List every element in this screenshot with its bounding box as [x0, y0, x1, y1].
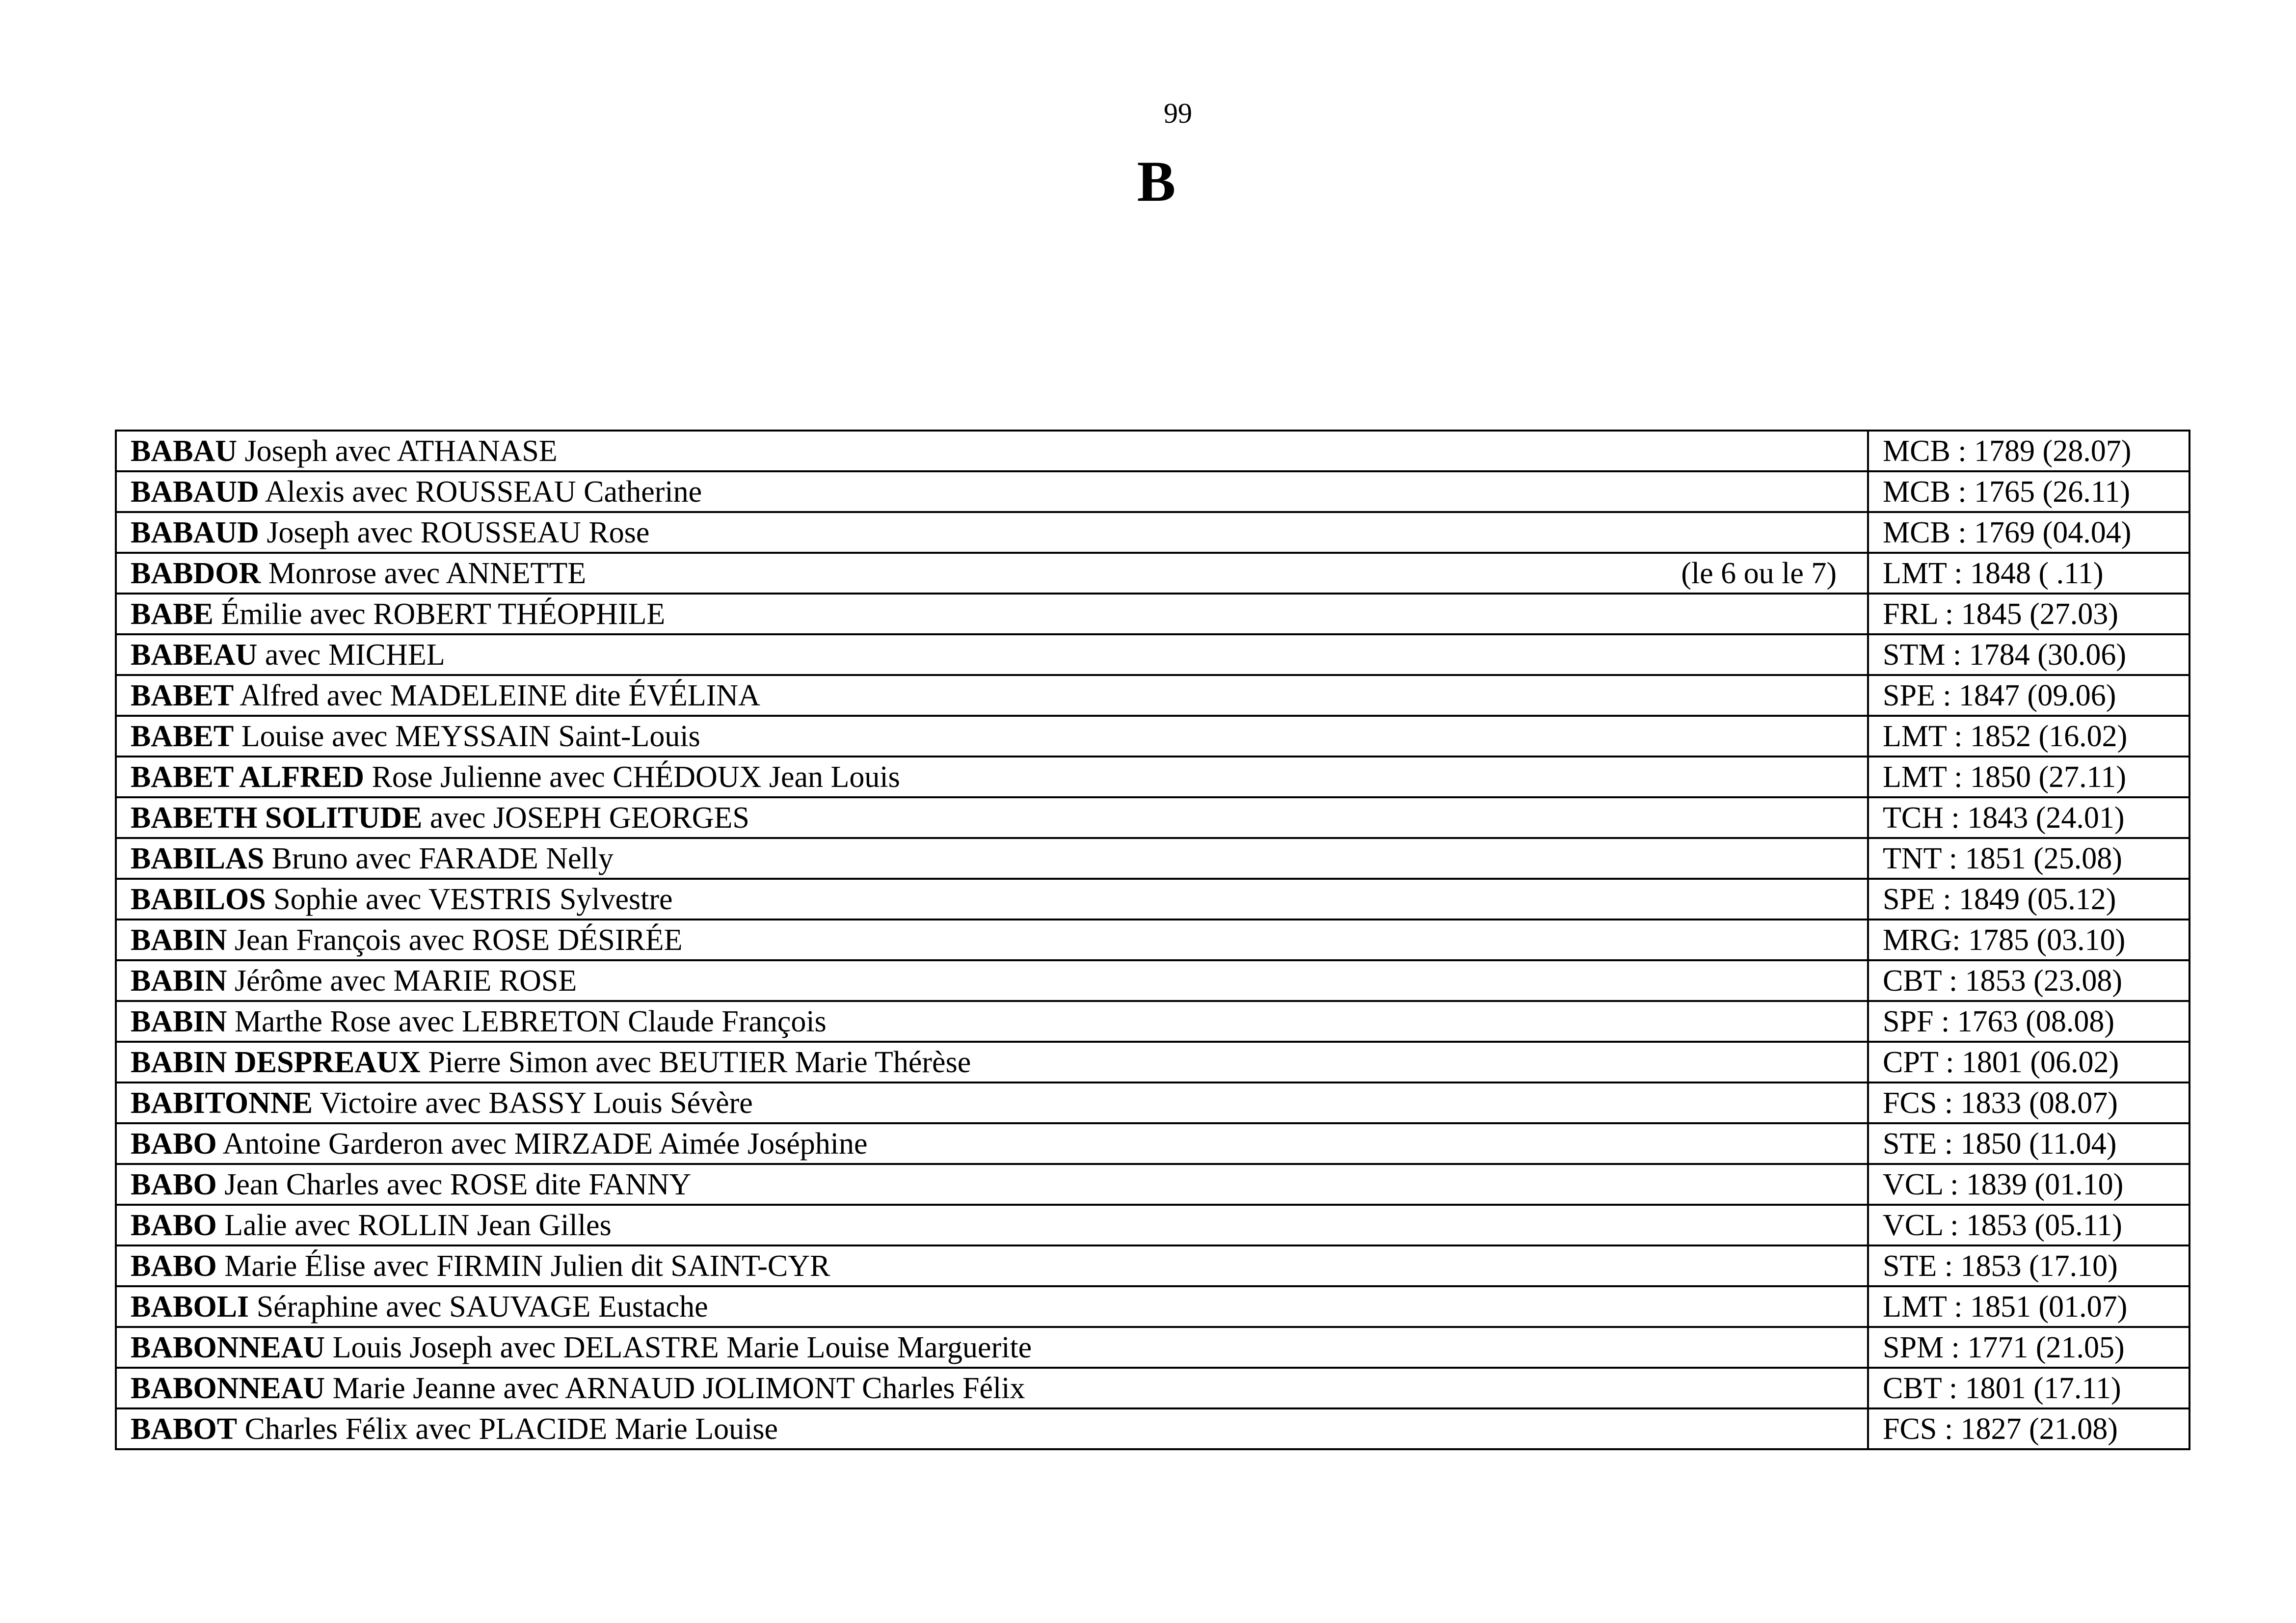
names-cell [116, 553, 1868, 594]
spouse-names: Séraphine avec SAUVAGE Eustache [249, 1290, 708, 1324]
table-row [116, 1408, 2189, 1449]
names-cell [116, 960, 1868, 1001]
parish-date-cell: FCS : 1827 (21.08) [1868, 1408, 2189, 1449]
surname: BABIN [131, 1004, 227, 1038]
surname: BABILOS [131, 882, 266, 916]
parish-date-cell: SPM : 1771 (21.05) [1868, 1327, 2189, 1368]
spouse-names: Rose Julienne avec CHÉDOUX Jean Louis [364, 760, 900, 794]
surname: BABIN [131, 923, 227, 957]
parish-date-cell: LMT : 1850 (27.11) [1868, 757, 2189, 797]
spouse-names: avec JOSEPH GEORGES [422, 801, 749, 835]
spouse-names: Jean François avec ROSE DÉSIRÉE [227, 923, 683, 957]
surname: BABO [131, 1249, 217, 1283]
parish-date-cell: LMT : 1848 ( .11) [1868, 553, 2189, 594]
table-row [116, 471, 2189, 512]
surname: BABET ALFRED [131, 760, 365, 794]
parish-date-cell: FCS : 1833 (08.07) [1868, 1082, 2189, 1123]
names-cell [116, 1205, 1868, 1245]
spouse-names: Alexis avec ROUSSEAU Catherine [259, 475, 702, 509]
table-row [116, 1042, 2189, 1082]
page-number: 99 [1164, 97, 1192, 129]
names-cell [116, 879, 1868, 920]
table-row [116, 431, 2189, 471]
spouse-names: Joseph avec ATHANASE [237, 434, 558, 468]
parish-date-cell: MCB : 1769 (04.04) [1868, 512, 2189, 553]
section-letter: B [1137, 149, 1176, 214]
table-row [116, 1368, 2189, 1408]
spouse-names: Marthe Rose avec LEBRETON Claude François [227, 1004, 827, 1038]
surname: BABO [131, 1208, 217, 1242]
parish-date-cell: STE : 1850 (11.04) [1868, 1123, 2189, 1164]
spouse-names: Marie Jeanne avec ARNAUD JOLIMONT Charles Félix [325, 1371, 1025, 1405]
parish-date-cell: LMT : 1851 (01.07) [1868, 1286, 2189, 1327]
names-cell [116, 1123, 1868, 1164]
table-row [116, 920, 2189, 960]
spouse-names: Lalie avec ROLLIN Jean Gilles [216, 1208, 612, 1242]
names-cell [116, 1001, 1868, 1042]
surname: BABETH SOLITUDE [131, 801, 423, 835]
surname: BABE [131, 597, 214, 631]
register-body [116, 431, 2189, 1449]
spouse-names: Antoine Garderon avec MIRZADE Aimée Joséphine [216, 1127, 868, 1161]
spouse-names: Jean Charles avec ROSE dite FANNY [216, 1167, 692, 1201]
parish-date-cell: STM : 1784 (30.06) [1868, 634, 2189, 675]
surname: BABEAU [131, 638, 258, 672]
spouse-names: Louis Joseph avec DELASTRE Marie Louise Marguerite [325, 1330, 1032, 1364]
parish-date-cell: LMT : 1852 (16.02) [1868, 716, 2189, 757]
names-cell [116, 797, 1868, 838]
spouse-names: Victoire avec BASSY Louis Sévère [312, 1086, 753, 1120]
spouse-names: Charles Félix avec PLACIDE Marie Louise [237, 1412, 778, 1446]
surname: BABO [131, 1167, 217, 1201]
surname: BABIN [131, 964, 227, 998]
table-row [116, 716, 2189, 757]
names-cell [116, 431, 1868, 471]
names-cell [116, 512, 1868, 553]
surname: BABET [131, 678, 234, 712]
names-cell [116, 1408, 1868, 1449]
parish-date-cell: CBT : 1853 (23.08) [1868, 960, 2189, 1001]
table-row [116, 1286, 2189, 1327]
parish-date-cell: TCH : 1843 (24.01) [1868, 797, 2189, 838]
table-row [116, 838, 2189, 879]
parish-date-cell: SPE : 1849 (05.12) [1868, 879, 2189, 920]
table-row [116, 553, 2189, 594]
surname: BABOT [131, 1412, 238, 1446]
marriage-register-table [115, 430, 2190, 1450]
parish-date-cell: MCB : 1765 (26.11) [1868, 471, 2189, 512]
table-row [116, 594, 2189, 634]
spouse-names: Louise avec MEYSSAIN Saint-Louis [234, 719, 700, 753]
surname: BABOLI [131, 1290, 249, 1324]
date-note: (le 6 ou le 7) [1681, 556, 1837, 590]
spouse-names: Émilie avec ROBERT THÉOPHILE [213, 597, 666, 631]
surname: BABITONNE [131, 1086, 313, 1120]
table-row [116, 1327, 2189, 1368]
names-cell [116, 1164, 1868, 1205]
surname: BABONNEAU [131, 1371, 325, 1405]
surname: BABO [131, 1127, 217, 1161]
parish-date-cell: TNT : 1851 (25.08) [1868, 838, 2189, 879]
spouse-names: Jérôme avec MARIE ROSE [227, 964, 577, 998]
surname: BABAUD [131, 515, 259, 549]
names-cell [116, 1245, 1868, 1286]
names-cell [116, 1286, 1868, 1327]
names-cell [116, 757, 1868, 797]
spouse-names: Pierre Simon avec BEUTIER Marie Thérèse [420, 1045, 971, 1079]
table-row [116, 1164, 2189, 1205]
table-row [116, 1082, 2189, 1123]
table-row [116, 879, 2189, 920]
parish-date-cell: VCL : 1853 (05.11) [1868, 1205, 2189, 1245]
table-row [116, 960, 2189, 1001]
names-cell [116, 920, 1868, 960]
names-cell [116, 1082, 1868, 1123]
names-cell [116, 471, 1868, 512]
names-cell [116, 1042, 1868, 1082]
parish-date-cell: CPT : 1801 (06.02) [1868, 1042, 2189, 1082]
parish-date-cell: MCB : 1789 (28.07) [1868, 431, 2189, 471]
surname: BABDOR [131, 556, 261, 590]
surname: BABET [131, 719, 234, 753]
spouse-names: Monrose avec ANNETTE [261, 556, 587, 590]
spouse-names: Joseph avec ROUSSEAU Rose [259, 515, 650, 549]
parish-date-cell: CBT : 1801 (17.11) [1868, 1368, 2189, 1408]
surname: BABAUD [131, 475, 259, 509]
names-cell [116, 838, 1868, 879]
parish-date-cell: MRG: 1785 (03.10) [1868, 920, 2189, 960]
table-row [116, 1245, 2189, 1286]
parish-date-cell: SPE : 1847 (09.06) [1868, 675, 2189, 716]
table-row [116, 797, 2189, 838]
names-cell [116, 634, 1868, 675]
table-row [116, 634, 2189, 675]
surname: BABONNEAU [131, 1330, 325, 1364]
spouse-names: Marie Élise avec FIRMIN Julien dit SAINT-CYR [216, 1249, 830, 1283]
spouse-names: avec MICHEL [257, 638, 445, 672]
names-cell [116, 594, 1868, 634]
surname: BABAU [131, 434, 238, 468]
names-cell [116, 1327, 1868, 1368]
table-row [116, 1001, 2189, 1042]
spouse-names: Bruno avec FARADE Nelly [264, 841, 614, 875]
table-row [116, 512, 2189, 553]
parish-date-cell: STE : 1853 (17.10) [1868, 1245, 2189, 1286]
table-row [116, 1123, 2189, 1164]
parish-date-cell: FRL : 1845 (27.03) [1868, 594, 2189, 634]
table-row [116, 675, 2189, 716]
table-row [116, 1205, 2189, 1245]
names-cell [116, 716, 1868, 757]
surname: BABILAS [131, 841, 265, 875]
names-cell [116, 675, 1868, 716]
spouse-names: Alfred avec MADELEINE dite ÉVÉLINA [234, 678, 760, 712]
spouse-names: Sophie avec VESTRIS Sylvestre [266, 882, 673, 916]
parish-date-cell: SPF : 1763 (08.08) [1868, 1001, 2189, 1042]
parish-date-cell: VCL : 1839 (01.10) [1868, 1164, 2189, 1205]
names-cell [116, 1368, 1868, 1408]
surname: BABIN DESPREAUX [131, 1045, 421, 1079]
table-row [116, 757, 2189, 797]
